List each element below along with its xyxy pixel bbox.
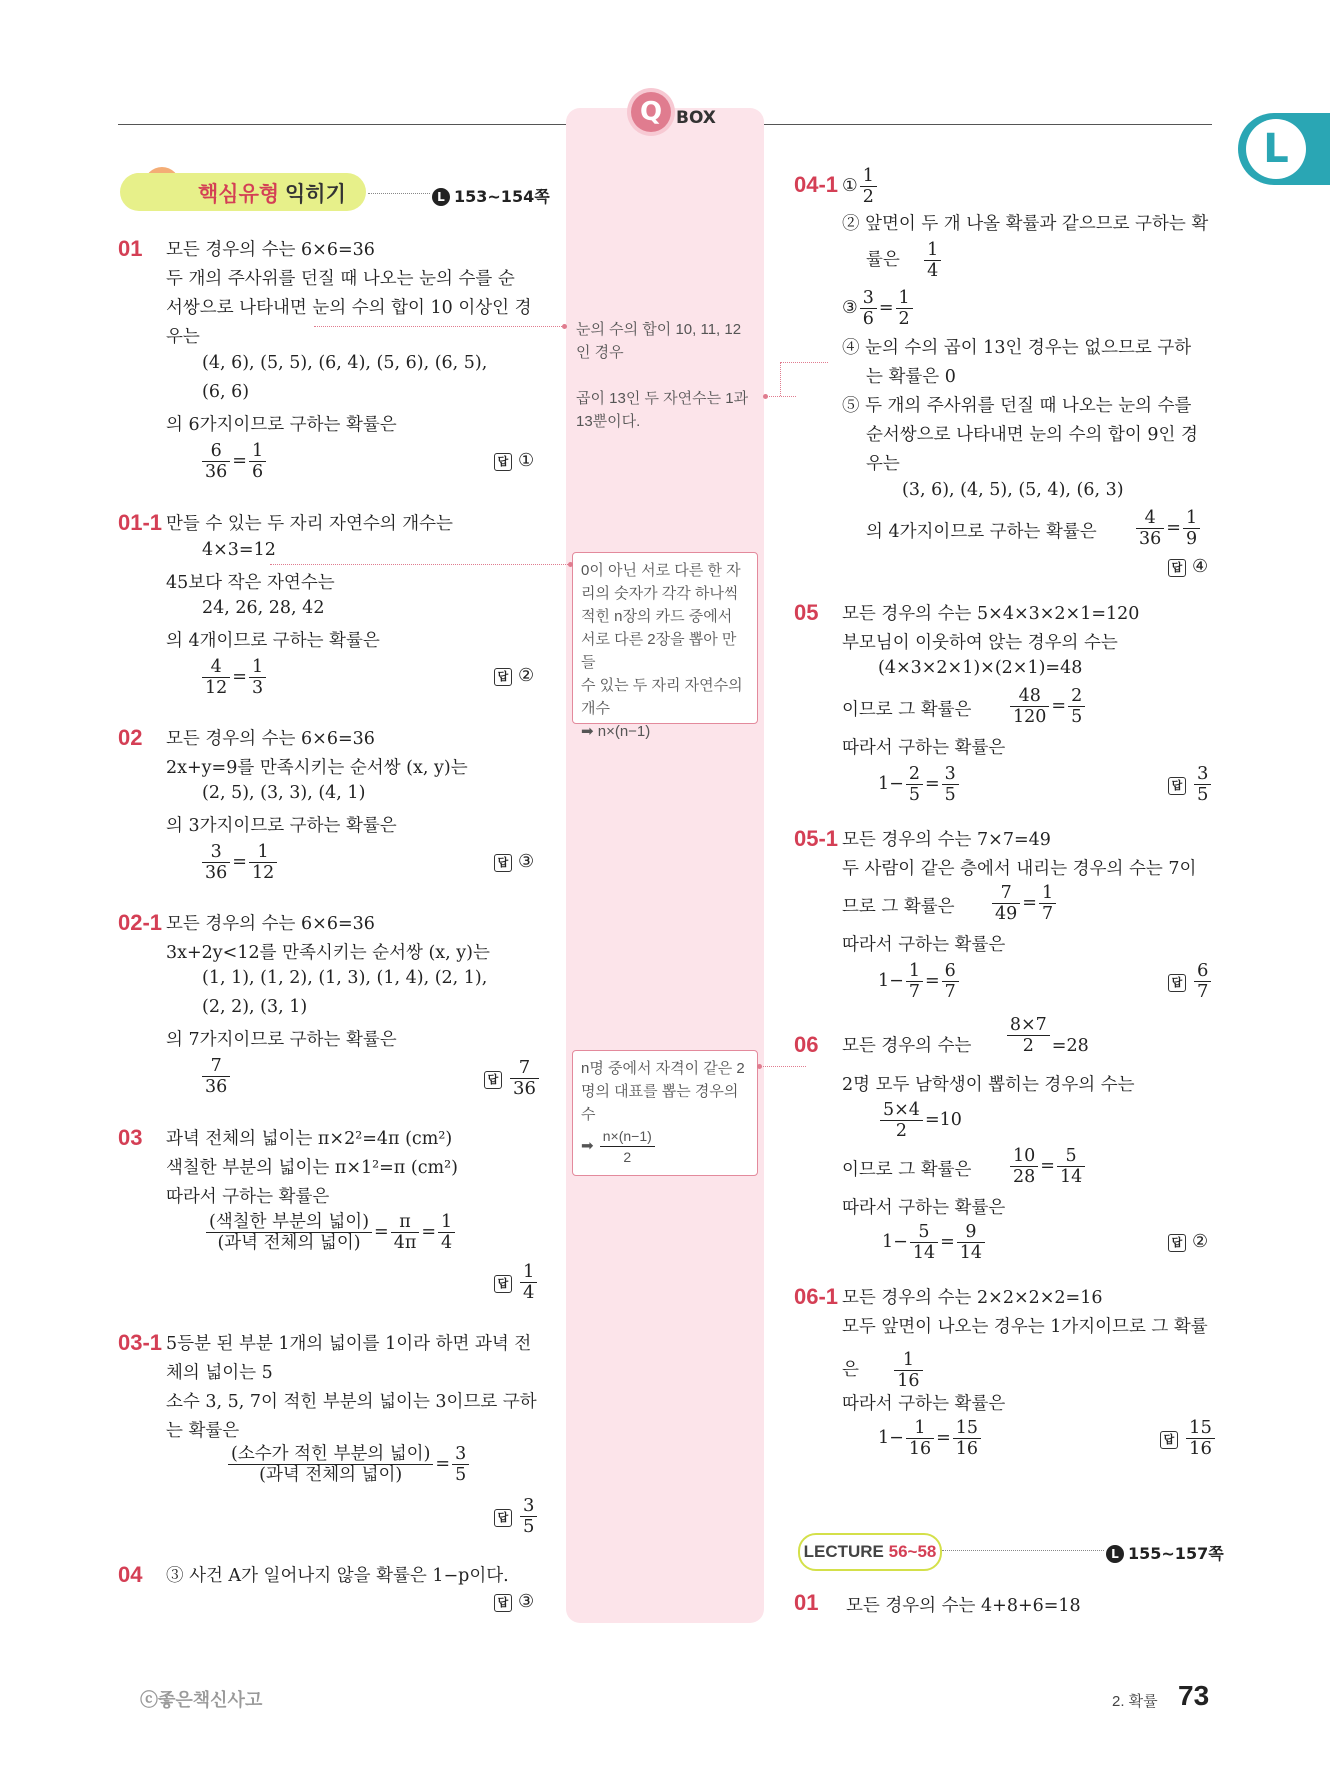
l-mark-icon: L — [432, 188, 450, 206]
p051-answer: 답 $\frac{6}{7}$ — [1168, 961, 1213, 1002]
l-tab-icon: L — [1246, 119, 1306, 179]
p041-line8: 우는 — [866, 454, 900, 474]
connector — [780, 362, 781, 396]
lec01-line1: 모든 경우의 수는 4+8+6=18 — [846, 1596, 1081, 1616]
p051-line3: 므로 그 확률은 — [842, 897, 955, 917]
p06-line2: 2명 모두 남학생이 뽑히는 경우의 수는 — [842, 1075, 1135, 1095]
p041-choice3: ③ $\frac{3}{6}$ = $\frac{1}{2}$ — [842, 288, 915, 329]
problem-05-1-number: 05-1 — [794, 826, 839, 851]
p021-answer: 답 $\frac{7}{36}$ — [484, 1058, 541, 1099]
p051-calc: 1− $\frac{1}{7}$ = $\frac{6}{7}$ — [878, 961, 961, 1002]
p041-answer: 답 ④ — [1168, 556, 1208, 577]
problem-02-1-number: 02-1 — [118, 910, 163, 935]
lecture-dotline — [942, 1550, 1104, 1551]
p01-answer: 답 ① — [494, 450, 534, 471]
p02-line4: 의 3가지이므로 구하는 확률은 — [166, 816, 397, 836]
p05-line5: 따라서 구하는 확률은 — [842, 738, 1006, 758]
chapter-label: 2. 확률 — [1112, 1693, 1158, 1710]
p06-fraction: $\frac{10}{28}$ = $\frac{5}{14}$ — [1008, 1146, 1087, 1187]
p011-line1: 만들 수 있는 두 자리 자연수의 개수는 — [166, 514, 453, 534]
p031-line1: 5등분 된 부분 1개의 넓이를 1이라 하면 과녁 전 — [166, 1334, 532, 1354]
p021-line3: (1, 1), (1, 2), (1, 3), (1, 4), (2, 1), — [202, 968, 488, 988]
problem-03-number: 03 — [118, 1125, 143, 1150]
p05-answer: 답 $\frac{3}{5}$ — [1168, 764, 1213, 805]
connector — [760, 1066, 806, 1067]
p011-line2: 4×3=12 — [202, 540, 276, 560]
p031-fraction: $\frac{\text{(소수가 적힌 부분의 넓이)}}{\text{(과녁 전체의 넓이)}}$ = $\frac{3}{5}$ — [226, 1444, 471, 1485]
problem-01-1-number: 01-1 — [118, 510, 163, 535]
connector — [314, 326, 566, 327]
p06-line5: 따라서 구하는 확률은 — [842, 1198, 1006, 1218]
p061-line1: 모든 경우의 수는 2×2×2×2=16 — [842, 1288, 1103, 1308]
answer-icon: 답 — [494, 1275, 512, 1293]
problem-06-1-number: 06-1 — [794, 1284, 839, 1309]
answer-icon: 답 — [494, 453, 512, 471]
connector — [780, 362, 828, 363]
connector-dot — [568, 562, 573, 567]
p041-line10: 의 4가지이므로 구하는 확률은 — [866, 522, 1097, 542]
p02-line2: 2x+y=9를 만족시키는 순서쌍 (x, y)는 — [166, 758, 468, 778]
answer-icon: 답 — [1168, 559, 1186, 577]
p01-line3: 서쌍으로 나타내면 눈의 수의 합이 10 이상인 경 — [166, 298, 532, 318]
p061-line4: 따라서 구하는 확률은 — [842, 1394, 1006, 1414]
p051-line4: 따라서 구하는 확률은 — [842, 935, 1006, 955]
p061-answer: 답 $\frac{15}{16}$ — [1160, 1418, 1217, 1459]
problem-04-number: 04 — [118, 1562, 143, 1587]
p06-calc: 1− $\frac{5}{14}$ = $\frac{9}{14}$ — [882, 1222, 987, 1263]
problem-04-1-number: 04-1 — [794, 172, 839, 197]
section-title: 핵심유형 익히기 — [198, 183, 346, 206]
problem-02-number: 02 — [118, 725, 143, 750]
header-pages: L 153~154쪽 — [432, 184, 550, 207]
p041-line4: ④ 눈의 수의 곱이 13인 경우는 없으므로 구하 — [842, 338, 1192, 358]
connector — [766, 396, 796, 397]
p041-line2: ② 앞면이 두 개 나올 확률과 같으므로 구하는 확 — [842, 214, 1209, 234]
p05-line1: 모든 경우의 수는 5×4×3×2×1=120 — [842, 604, 1140, 624]
connector-dot — [757, 1064, 762, 1069]
p05-line3: (4×3×2×1)×(2×1)=48 — [878, 658, 1083, 678]
p04-line1: ③ 사건 A가 일어나지 않을 확률은 1−p이다. — [166, 1566, 509, 1586]
p011-line3: 45보다 작은 자연수는 — [166, 573, 335, 593]
p011-line5: 의 4개이므로 구하는 확률은 — [166, 631, 380, 651]
p051-line1: 모든 경우의 수는 7×7=49 — [842, 830, 1051, 850]
connector — [270, 564, 570, 565]
qbox-note-3: 0이 아닌 서로 다른 한 자 리의 숫자가 각각 하나씩 적힌 n장의 카드 중에서 서로 다른 2장을 뽑아 만들 수 있는 두 자리 자연수의 개수 ➡ n×(n−1) — [572, 552, 758, 724]
p041-choice1: ① $\frac{1}{2}$ — [842, 166, 879, 207]
p061-calc: 1− $\frac{1}{16}$ = $\frac{15}{16}$ — [878, 1418, 983, 1459]
p02-answer: 답 ③ — [494, 851, 534, 872]
answer-icon: 답 — [494, 668, 512, 686]
p011-answer: 답 ② — [494, 665, 534, 686]
p041-line7: 순서쌍으로 나타내면 눈의 수의 합이 9인 경 — [866, 425, 1198, 445]
answer-icon: 답 — [484, 1071, 502, 1089]
p021-line2: 3x+2y<12를 만족시키는 순서쌍 (x, y)는 — [166, 943, 490, 963]
p05-line4: 이므로 그 확률은 — [842, 700, 972, 720]
p05-calc: 1− $\frac{2}{5}$ = $\frac{3}{5}$ — [878, 764, 961, 805]
p03-line1: 과녁 전체의 넓이는 π×2²=4π (cm²) — [166, 1129, 453, 1149]
p041-line5: 는 확률은 0 — [866, 367, 956, 387]
answer-icon: 답 — [1160, 1431, 1178, 1449]
answer-icon: 답 — [494, 1509, 512, 1527]
connector-dot — [562, 324, 567, 329]
p051-line2: 두 사람이 같은 층에서 내리는 경우의 수는 7이 — [842, 859, 1197, 879]
p031-line4: 는 확률은 — [166, 1421, 240, 1441]
answer-icon: 답 — [1168, 1234, 1186, 1252]
p05-line2: 부모님이 이웃하여 앉는 경우의 수는 — [842, 633, 1118, 653]
p01-line4: 우는 — [166, 327, 200, 347]
qbox-note-4: n명 중에서 자격이 같은 2 명의 대표를 뽑는 경우의 수 ➡ $\frac{n\times(n-1)}{2}$ — [572, 1050, 758, 1176]
qbox-note-2: 곱이 13인 두 자연수는 1과 13뿐이다. — [576, 390, 749, 430]
lecture-problem-01-number: 01 — [794, 1590, 819, 1615]
problem-01-number: 01 — [118, 236, 143, 261]
qbox-badge: Q — [631, 92, 671, 132]
problem-03-1-number: 03-1 — [118, 1330, 163, 1355]
p06-line4: 이므로 그 확률은 — [842, 1160, 972, 1180]
answer-icon: 답 — [1168, 974, 1186, 992]
lecture-pages: L 155~157쪽 — [1106, 1541, 1224, 1564]
p021-fraction: $\frac{7}{36}$ — [200, 1056, 232, 1097]
publisher: ⓒ좋은책신사고 — [140, 1690, 263, 1710]
p021-line5: 의 7가지이므로 구하는 확률은 — [166, 1030, 397, 1050]
p03-answer: 답 $\frac{1}{4}$ — [494, 1262, 539, 1303]
p03-line2: 색칠한 부분의 넓이는 π×1²=π (cm²) — [166, 1158, 458, 1178]
p06-line3: $\frac{5\times 4}{2}$ =10 — [878, 1100, 962, 1141]
p021-line4: (2, 2), (3, 1) — [202, 997, 308, 1017]
p06-answer: 답 ② — [1168, 1231, 1208, 1252]
p05-fraction: $\frac{48}{120}$ = $\frac{2}{5}$ — [1008, 686, 1087, 727]
p041-fraction: $\frac{4}{36}$ = $\frac{1}{9}$ — [1134, 508, 1202, 549]
p03-line3: 따라서 구하는 확률은 — [166, 1187, 330, 1207]
qbox-label: BOX — [676, 108, 716, 128]
p011-line4: 24, 26, 28, 42 — [202, 598, 325, 618]
p01-line1: 모든 경우의 수는 6×6=36 — [166, 240, 375, 260]
p01-line7: 의 6가지이므로 구하는 확률은 — [166, 415, 397, 435]
problem-05-number: 05 — [794, 600, 819, 625]
p02-fraction: $\frac{3}{36}$ = $\frac{1}{12}$ — [200, 842, 279, 883]
header-dotline — [368, 193, 430, 194]
p021-line1: 모든 경우의 수는 6×6=36 — [166, 914, 375, 934]
p02-line3: (2, 5), (3, 3), (4, 1) — [202, 783, 366, 803]
p031-answer: 답 $\frac{3}{5}$ — [494, 1496, 539, 1537]
answer-icon: 답 — [494, 854, 512, 872]
p041-line9: (3, 6), (4, 5), (5, 4), (6, 3) — [902, 480, 1124, 500]
p031-line3: 소수 3, 5, 7이 적힌 부분의 넓이는 3이므로 구하 — [166, 1392, 537, 1412]
p01-line5: (4, 6), (5, 5), (6, 4), (5, 6), (6, 5), — [202, 353, 488, 373]
p061-line2: 모두 앞면이 나오는 경우는 1가지이므로 그 확률 — [842, 1317, 1208, 1337]
answer-icon: 답 — [494, 1594, 512, 1612]
p04-answer: 답 ③ — [494, 1591, 534, 1612]
lecture-tab — [1238, 113, 1330, 185]
qbox-note-1: 눈의 수의 합이 10, 11, 12 인 경우 — [576, 321, 742, 361]
p031-line2: 체의 넓이는 5 — [166, 1363, 273, 1383]
page-number: 73 — [1178, 1680, 1210, 1711]
p01-line2: 두 개의 주사위를 던질 때 나오는 눈의 수를 순 — [166, 269, 515, 289]
p03-fraction: $\frac{\text{(색칠한 부분의 넓이)}}{\text{(과녁 전체의 넓이)}}$ = $\frac{\pi}{4\pi}$ = $\frac{1}{4}$ — [204, 1212, 457, 1253]
p041-line6: ⑤ 두 개의 주사위를 던질 때 나오는 눈의 수를 — [842, 396, 1192, 416]
p01-fraction: $\frac{6}{36}$ = $\frac{1}{6}$ — [200, 441, 268, 482]
p06-line1: 모든 경우의 수는 $\frac{8\times 7}{2}$ =28 — [842, 1015, 1089, 1056]
answer-icon: 답 — [1168, 777, 1186, 795]
p01-line6: (6, 6) — [202, 382, 250, 402]
lecture-header: LECTURE 56~58 — [798, 1533, 942, 1571]
p02-line1: 모든 경우의 수는 6×6=36 — [166, 729, 375, 749]
l-mark-icon: L — [1106, 1545, 1124, 1563]
p011-fraction: $\frac{4}{12}$ = $\frac{1}{3}$ — [200, 657, 268, 698]
p051-fraction: $\frac{7}{49}$ = $\frac{1}{7}$ — [990, 883, 1058, 924]
problem-06-number: 06 — [794, 1032, 819, 1057]
p061-line3: 은 $\frac{1}{16}$ — [842, 1350, 925, 1391]
connector-dot — [763, 394, 768, 399]
p041-line3: 률은 $\frac{1}{4}$ — [866, 240, 943, 281]
